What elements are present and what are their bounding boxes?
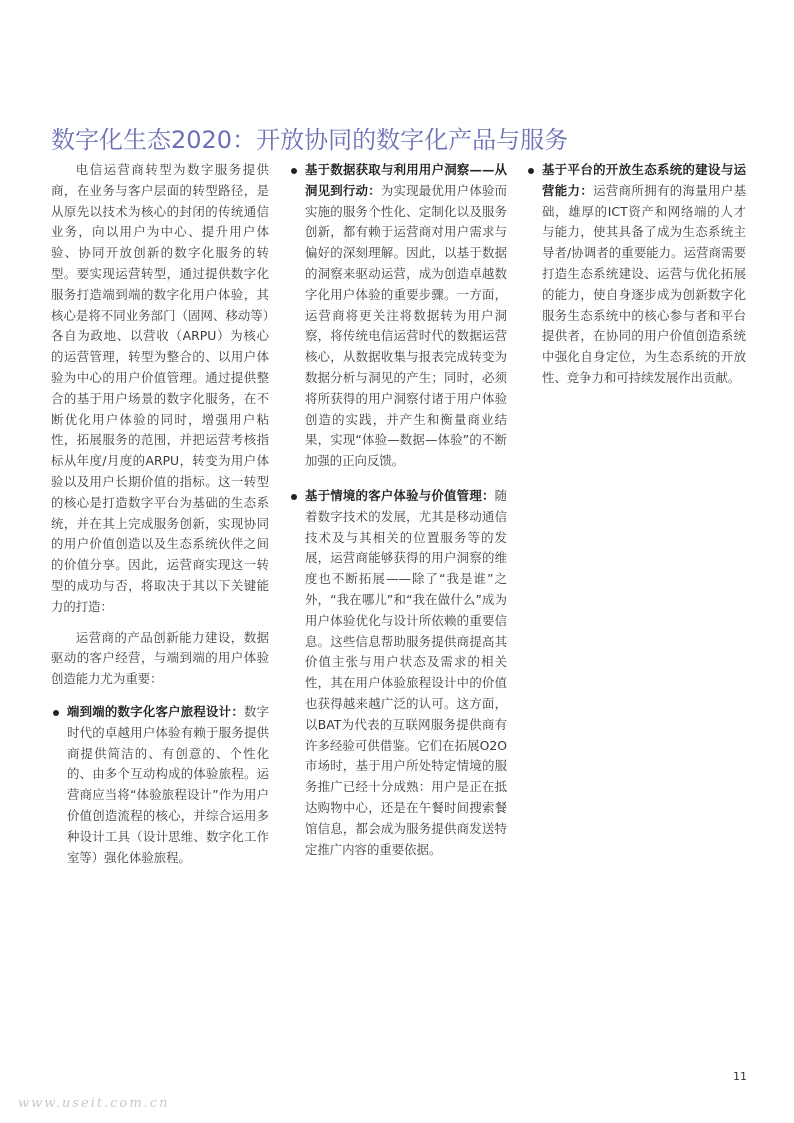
bullet-context-experience [289, 486, 507, 860]
bullet-journey-design [51, 702, 269, 868]
bullet-title: 基于平台的开放生态系统的建设与运营能力： [542, 162, 746, 198]
page-number: 11 [733, 1070, 747, 1083]
bullet-text: 为实现最优用户体验而实施的服务个性化、定制化以及服务创新，都有赖于运营商对用户需求与偏好的深刻理解。因此，以基于数据的洞察来驱动运营，成为创造卓越数字化用户体验的重要步骤。一方面，运营商将更关注将数据转为用户洞察，将传统电信运营时代的数据运营核心，从数据收集与报表完成转变为数据分析与洞见的产生；同时，必须将所获得的用户洞察付诸于用户体验创造的实践，并产生和衡量商业结果，实现“体验—数据—体验”的不断加强的正向反馈。 [305, 182, 507, 469]
column-left [51, 160, 269, 868]
bullet-dot-icon [53, 710, 59, 716]
watermark: www.useit.com.cn [18, 1096, 170, 1111]
page-title: 数字化生态2020：开放协同的数字化产品与服务 [51, 126, 569, 155]
column-right [526, 160, 746, 389]
column-middle [289, 160, 507, 860]
bullet-dot-icon [291, 494, 297, 500]
bullet-text: 运营商所拥有的海量用户基础，雄厚的ICT资产和网络端的人才与能力，使其具备了成为生态系统主导者/协调者的重要能力。运营商需要打造生态系统建设、运营与优化拓展的能力，使自身逐步成为创新数字化服务生态系统中的核心参与者和平台提供者，在协同的用户价值创造系统中强化自身定位，为生态系统的开放性、竞争力和可持续发展作出贡献。 [542, 182, 747, 385]
bullet-dot-icon [528, 168, 534, 174]
bullet-text: 随着数字技术的发展，尤其是移动通信技术及与其相关的位置服务等的发展，运营商能够获得的用户洞察的维度也不断拓展——除了“我是谁”之外，“我在哪儿”和“我在做什么”成为用户体验优化与设计所依赖的重要信息。这些信息帮助服务提供商提高其价值主张与用户状态及需求的相关性，其在用户体验旅程设计中的价值也获得越来越广泛的认可。这方面，以BAT为代表的互联网服务提供商有许多经验可供借鉴。它们在拓展O2O市场时，基于用户所处特定情境的服务推广已经十分成熟：用户是正在抵达购物中心，还是在午餐时间搜索餐馆信息，都会成为服务提供商发送特定推广内容的重要依据。 [305, 487, 507, 857]
capabilities-intro: 运营商的产品创新能力建设，数据驱动的客户经营，与端到端的用户体验创造能力尤为重要： [51, 629, 269, 687]
bullet-platform-ecosystem [526, 160, 746, 389]
intro-paragraph: 电信运营商转型为数字服务提供商，在业务与客户层面的转型路径，是从原先以技术为核心的封闭的传统通信业务，向以用户为中心、提升用户体验、协同开放创新的数字化服务的转型。要实现运营转型，通过提供数字化服务打造端到端的数字化用户体验，其核心是将不同业务部门（固网、移动等）各自为政地、以营收（ARPU）为核心的运营管理，转型为整合的、以用户体验为中心的用户价值管理。通过提供整合的基于用户场景的数字化服务，在不断优化用户体验的同时，增强用户粘性，拓展服务的范围，并把运营考核指标从年度/月度的ARPU，转变为用户体验以及用户长期价值的指标。这一转型的核心是打造数字平台为基础的生态系统，并在其上完成服务创新，实现协同的用户价值创造以及生态系统伙伴之间的价值分享。因此，运营商实现这一转型的成功与否，将取决于其以下关键能力的打造： [51, 162, 269, 614]
bullet-data-insight [289, 160, 507, 472]
bullet-title: 端到端的数字化客户旅程设计： [67, 703, 244, 719]
bullet-text: 数字时代的卓越用户体验有赖于服务提供商提供简洁的、有创意的、个性化的、由多个互动构成的体验旅程。运营商应当将“体验旅程设计”作为用户价值创造流程的核心，并综合运用多种设计工具（设计思维、数字化工作室等）强化体验旅程。 [67, 703, 269, 865]
bullet-dot-icon [291, 168, 297, 174]
bullet-title: 基于数据获取与利用用户洞察——从洞见到行动： [305, 162, 507, 198]
bullet-title: 基于情境的客户体验与价值管理： [305, 487, 495, 503]
